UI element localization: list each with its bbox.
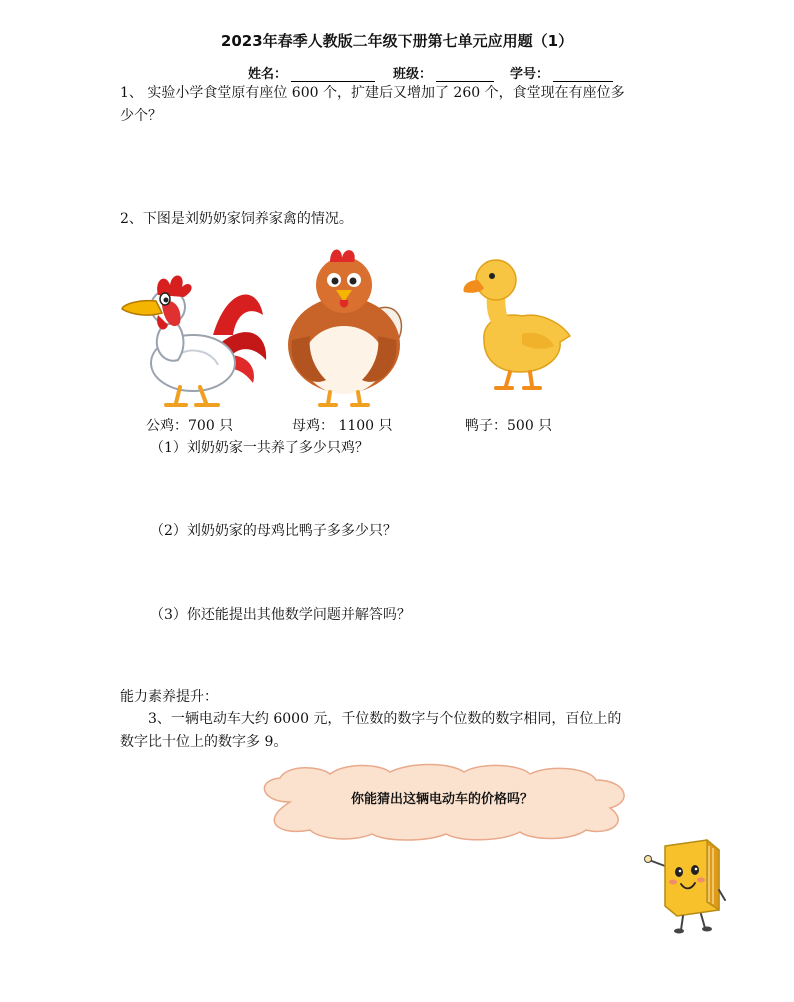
- page-title: 2023年春季人教版二年级下册第七单元应用题（1）: [220, 32, 574, 50]
- question-1-line2: 少个？: [120, 108, 162, 124]
- question-2-intro: 2、下图是刘奶奶家饲养家禽的情况。: [120, 211, 353, 227]
- duck-illustration: [462, 250, 574, 395]
- question-2-sub3: （3）你还能提出其他数学问题并解答吗？: [150, 607, 411, 623]
- cloud-question: 你能猜出这辆电动车的价格吗？: [350, 792, 533, 807]
- id-field[interactable]: [553, 67, 613, 82]
- hen-count-label: 母鸡： 1100 只: [292, 418, 393, 434]
- rooster-count-label: 公鸡：700 只: [146, 418, 234, 434]
- student-info-line: [248, 63, 613, 82]
- question-1-line1: 1、 实验小学食堂原有座位 600 个，扩建后又增加了 260 个，食堂现在有座位多: [120, 85, 625, 101]
- rooster-illustration: [118, 265, 270, 413]
- name-field[interactable]: [291, 67, 375, 82]
- id-label: 学号：: [510, 67, 550, 82]
- question-2-sub1: （1）刘奶奶家一共养了多少只鸡？: [150, 440, 369, 456]
- duck-count-label: 鸭子：500 只: [465, 418, 553, 434]
- name-label: 姓名：: [248, 67, 288, 82]
- ability-heading: 能力素养提升：: [120, 689, 218, 705]
- book-mascot-illustration: [643, 836, 727, 936]
- class-label: 班级：: [393, 67, 433, 82]
- question-3-line1: 3、一辆电动车大约 6000 元，千位数的数字与个位数的数字相同，百位上的: [148, 711, 622, 727]
- hen-illustration: [280, 240, 408, 410]
- question-3-line2: 数字比十位上的数字多 9。: [120, 734, 288, 750]
- question-2-sub2: （2）刘奶奶家的母鸡比鸭子多多少只？: [150, 523, 397, 539]
- class-field[interactable]: [436, 67, 494, 82]
